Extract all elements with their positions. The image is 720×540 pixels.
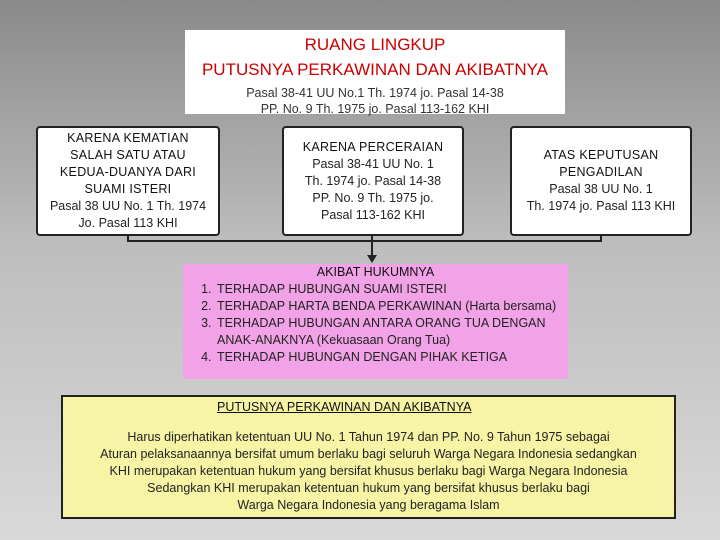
cause-death-body-2: Jo. Pasal 113 KHI [78,216,178,230]
title-sub-1: Pasal 38-41 UU No.1 Th. 1974 jo. Pasal 14-38 [246,86,504,100]
connector-down [371,236,373,256]
cause-court-box [510,126,692,236]
summary-title: PUTUSNYA PERKAWINAN DAN AKIBATNYA [217,400,472,414]
cause-divorce-body-4: Pasal 113-162 KHI [321,207,425,222]
summary-line-1: Harus diperhatikan ketentuan UU No. 1 Tahun 1974 dan PP. No. 9 Tahun 1975 sebagai [127,430,610,444]
summary-line-5: Warga Negara Indonesia yang beragama Islam [237,498,500,512]
summary-box [61,395,676,519]
cause-death-box [36,126,220,236]
cause-court-head-2: PENGADILAN [559,165,643,179]
cause-court-body-1: Pasal 38 UU No. 1 [549,182,653,196]
summary-line-3: KHI merupakan ketentuan hukum yang bersifat khusus berlaku bagi Warga Negara Indonesia [109,464,628,478]
title-sub-2: PP. No. 9 Th. 1975 jo. Pasal 113-162 KHI [260,102,490,116]
summary-text [63,429,674,514]
cause-death-body-1: Pasal 38 UU No. 1 Th. 1974 [49,199,207,213]
cause-death-head-2: SALAH SATU ATAU [70,148,186,162]
summary-line-2: Aturan pelaksanaannya bersifat umum berlaku bagi seluruh Warga Negara Indonesia sedangkan [100,447,637,461]
list-item: 3. TERHADAP HUBUNGAN ANTARA ORANG TUA DENGAN ANAK-ANAKNYA (Kekuasaan Orang Tua) [215,315,564,349]
summary-line-4: Sedangkan KHI merupakan ketentuan hukum yang bersifat khusus berlaku bagi [147,481,590,495]
legal-effects-title: AKIBAT HUKUMNYA [316,265,435,279]
cause-court-body-2: Th. 1974 jo. Pasal 113 KHI [526,199,676,213]
cause-divorce-body-2: Th. 1974 jo. Pasal 14-38 [304,173,442,188]
cause-death-head-4: SUAMI ISTERI [84,182,172,196]
title-line-1: RUANG LINGKUP [304,35,446,54]
list-item: 1. TERHADAP HUBUNGAN SUAMI ISTERI [215,281,564,298]
list-item: 4. TERHADAP HUBUNGAN DENGAN PIHAK KETIGA [215,349,564,366]
cause-divorce-head-1: KARENA PERCERAIAN [302,139,444,154]
connector-right-stem [600,236,602,240]
cause-court-head-1: ATAS KEPUTUSAN [543,148,659,162]
cause-death-head-1: KARENA KEMATIAN [67,131,189,145]
list-item: 2. TERHADAP HARTA BENDA PERKAWINAN (Harta bersama) [215,298,564,315]
cause-divorce-body-1: Pasal 38-41 UU No. 1 [312,156,434,171]
legal-effects-box [183,264,568,379]
legal-effects-list [187,281,564,366]
title-box [185,30,565,114]
cause-divorce-box [282,126,464,236]
title-line-2: PUTUSNYA PERKAWINAN DAN AKIBATNYA [201,60,549,79]
cause-death-head-3: KEDUA-DUANYA DARI [59,165,197,179]
arrow-down-icon [367,255,377,263]
cause-divorce-body-3: PP. No. 9 Th. 1975 jo. [312,190,434,205]
connector-horizontal [127,240,602,242]
